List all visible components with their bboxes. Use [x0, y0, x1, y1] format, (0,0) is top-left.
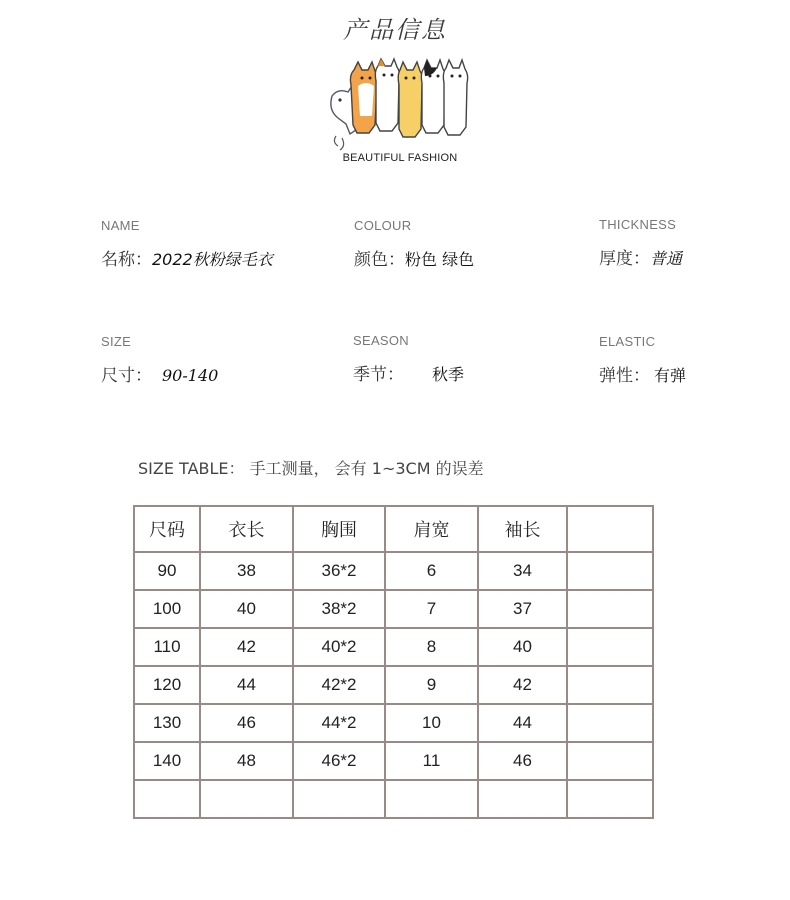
- field-season: [353, 333, 464, 385]
- header-cell-empty: [567, 506, 653, 552]
- field-elastic-label: 弹性：: [599, 366, 650, 386]
- field-size-en: SIZE: [101, 334, 132, 349]
- header-cell-shoulder: 肩宽: [385, 506, 478, 552]
- field-name-en: NAME: [101, 218, 140, 233]
- table-cell: 6: [385, 552, 478, 590]
- field-colour-label: 颜色：: [354, 250, 405, 270]
- table-cell: [478, 780, 567, 818]
- table-cell: 46: [200, 704, 293, 742]
- header-cell-chest: 胸围: [293, 506, 385, 552]
- table-row: [134, 552, 653, 590]
- table-cell: [200, 780, 293, 818]
- field-elastic-value: 有弹: [654, 366, 687, 385]
- field-name-value: 2022秋粉绿毛衣: [152, 250, 273, 269]
- field-colour-value: 粉色 绿色: [405, 250, 475, 269]
- table-cell: 9: [385, 666, 478, 704]
- size-table: [133, 505, 654, 819]
- field-size-label: 尺寸：: [101, 366, 152, 386]
- table-row: [134, 666, 653, 704]
- table-row: [134, 590, 653, 628]
- field-thickness: [599, 217, 682, 269]
- size-table-note: SIZE TABLE： 手工测量， 会有 1~3CM 的误差: [138, 459, 484, 478]
- field-elastic-row: [599, 361, 686, 386]
- table-cell: 130: [134, 704, 200, 742]
- table-cell: [567, 628, 653, 666]
- table-cell: 120: [134, 666, 200, 704]
- table-cell: 37: [478, 590, 567, 628]
- table-cell: 140: [134, 742, 200, 780]
- table-cell: 44*2: [293, 704, 385, 742]
- field-season-en: SEASON: [353, 333, 409, 348]
- field-thickness-value: 普通: [650, 249, 683, 268]
- table-cell: [567, 552, 653, 590]
- table-cell: 44: [478, 704, 567, 742]
- table-cell: 11: [385, 742, 478, 780]
- table-cell: [567, 666, 653, 704]
- header-cell-sleeve: 袖长: [478, 506, 567, 552]
- table-row: [134, 704, 653, 742]
- table-cell: 42*2: [293, 666, 385, 704]
- table-cell: 42: [200, 628, 293, 666]
- table-cell: 38*2: [293, 590, 385, 628]
- field-season-row: [353, 360, 464, 385]
- field-season-value: 秋季: [432, 365, 465, 384]
- header-cell-length: 衣长: [200, 506, 293, 552]
- table-cell: 40*2: [293, 628, 385, 666]
- table-cell: 44: [200, 666, 293, 704]
- table-cell: 38: [200, 552, 293, 590]
- page-title: 产品信息: [343, 16, 447, 44]
- size-table-header: [134, 506, 653, 552]
- table-cell: 90: [134, 552, 200, 590]
- table-row: [134, 742, 653, 780]
- field-colour-row: [354, 245, 474, 270]
- header-cell-size: 尺码: [134, 506, 200, 552]
- table-cell: 48: [200, 742, 293, 780]
- field-season-label: 季节：: [353, 365, 404, 385]
- table-cell: [567, 780, 653, 818]
- field-name-row: [101, 245, 273, 270]
- table-cell: [567, 742, 653, 780]
- field-size-value: 90-140: [162, 366, 219, 385]
- table-cell: 34: [478, 552, 567, 590]
- table-cell: 46: [478, 742, 567, 780]
- table-cell: 36*2: [293, 552, 385, 590]
- table-cell: 7: [385, 590, 478, 628]
- table-cell: 110: [134, 628, 200, 666]
- field-colour: [354, 218, 474, 270]
- brand-text: BEAUTIFUL FASHION: [342, 152, 458, 164]
- table-cell: [567, 590, 653, 628]
- table-cell: [385, 780, 478, 818]
- field-elastic-en: ELASTIC: [599, 334, 656, 349]
- field-size-row: [101, 361, 218, 386]
- table-cell: 40: [478, 628, 567, 666]
- field-colour-en: COLOUR: [354, 218, 412, 233]
- field-size: [101, 334, 218, 386]
- table-cell: 100: [134, 590, 200, 628]
- table-cell: 8: [385, 628, 478, 666]
- field-thickness-label: 厚度：: [599, 249, 650, 269]
- table-cell: [567, 704, 653, 742]
- field-elastic: [599, 334, 686, 386]
- table-row: [134, 780, 653, 818]
- field-name-label: 名称：: [101, 250, 152, 270]
- field-thickness-row: [599, 244, 682, 269]
- table-row: [134, 628, 653, 666]
- table-cell: 42: [478, 666, 567, 704]
- table-cell: [293, 780, 385, 818]
- table-cell: [134, 780, 200, 818]
- table-cell: 10: [385, 704, 478, 742]
- field-thickness-en: THICKNESS: [599, 217, 677, 232]
- table-cell: 46*2: [293, 742, 385, 780]
- field-name: [101, 218, 273, 270]
- table-cell: 40: [200, 590, 293, 628]
